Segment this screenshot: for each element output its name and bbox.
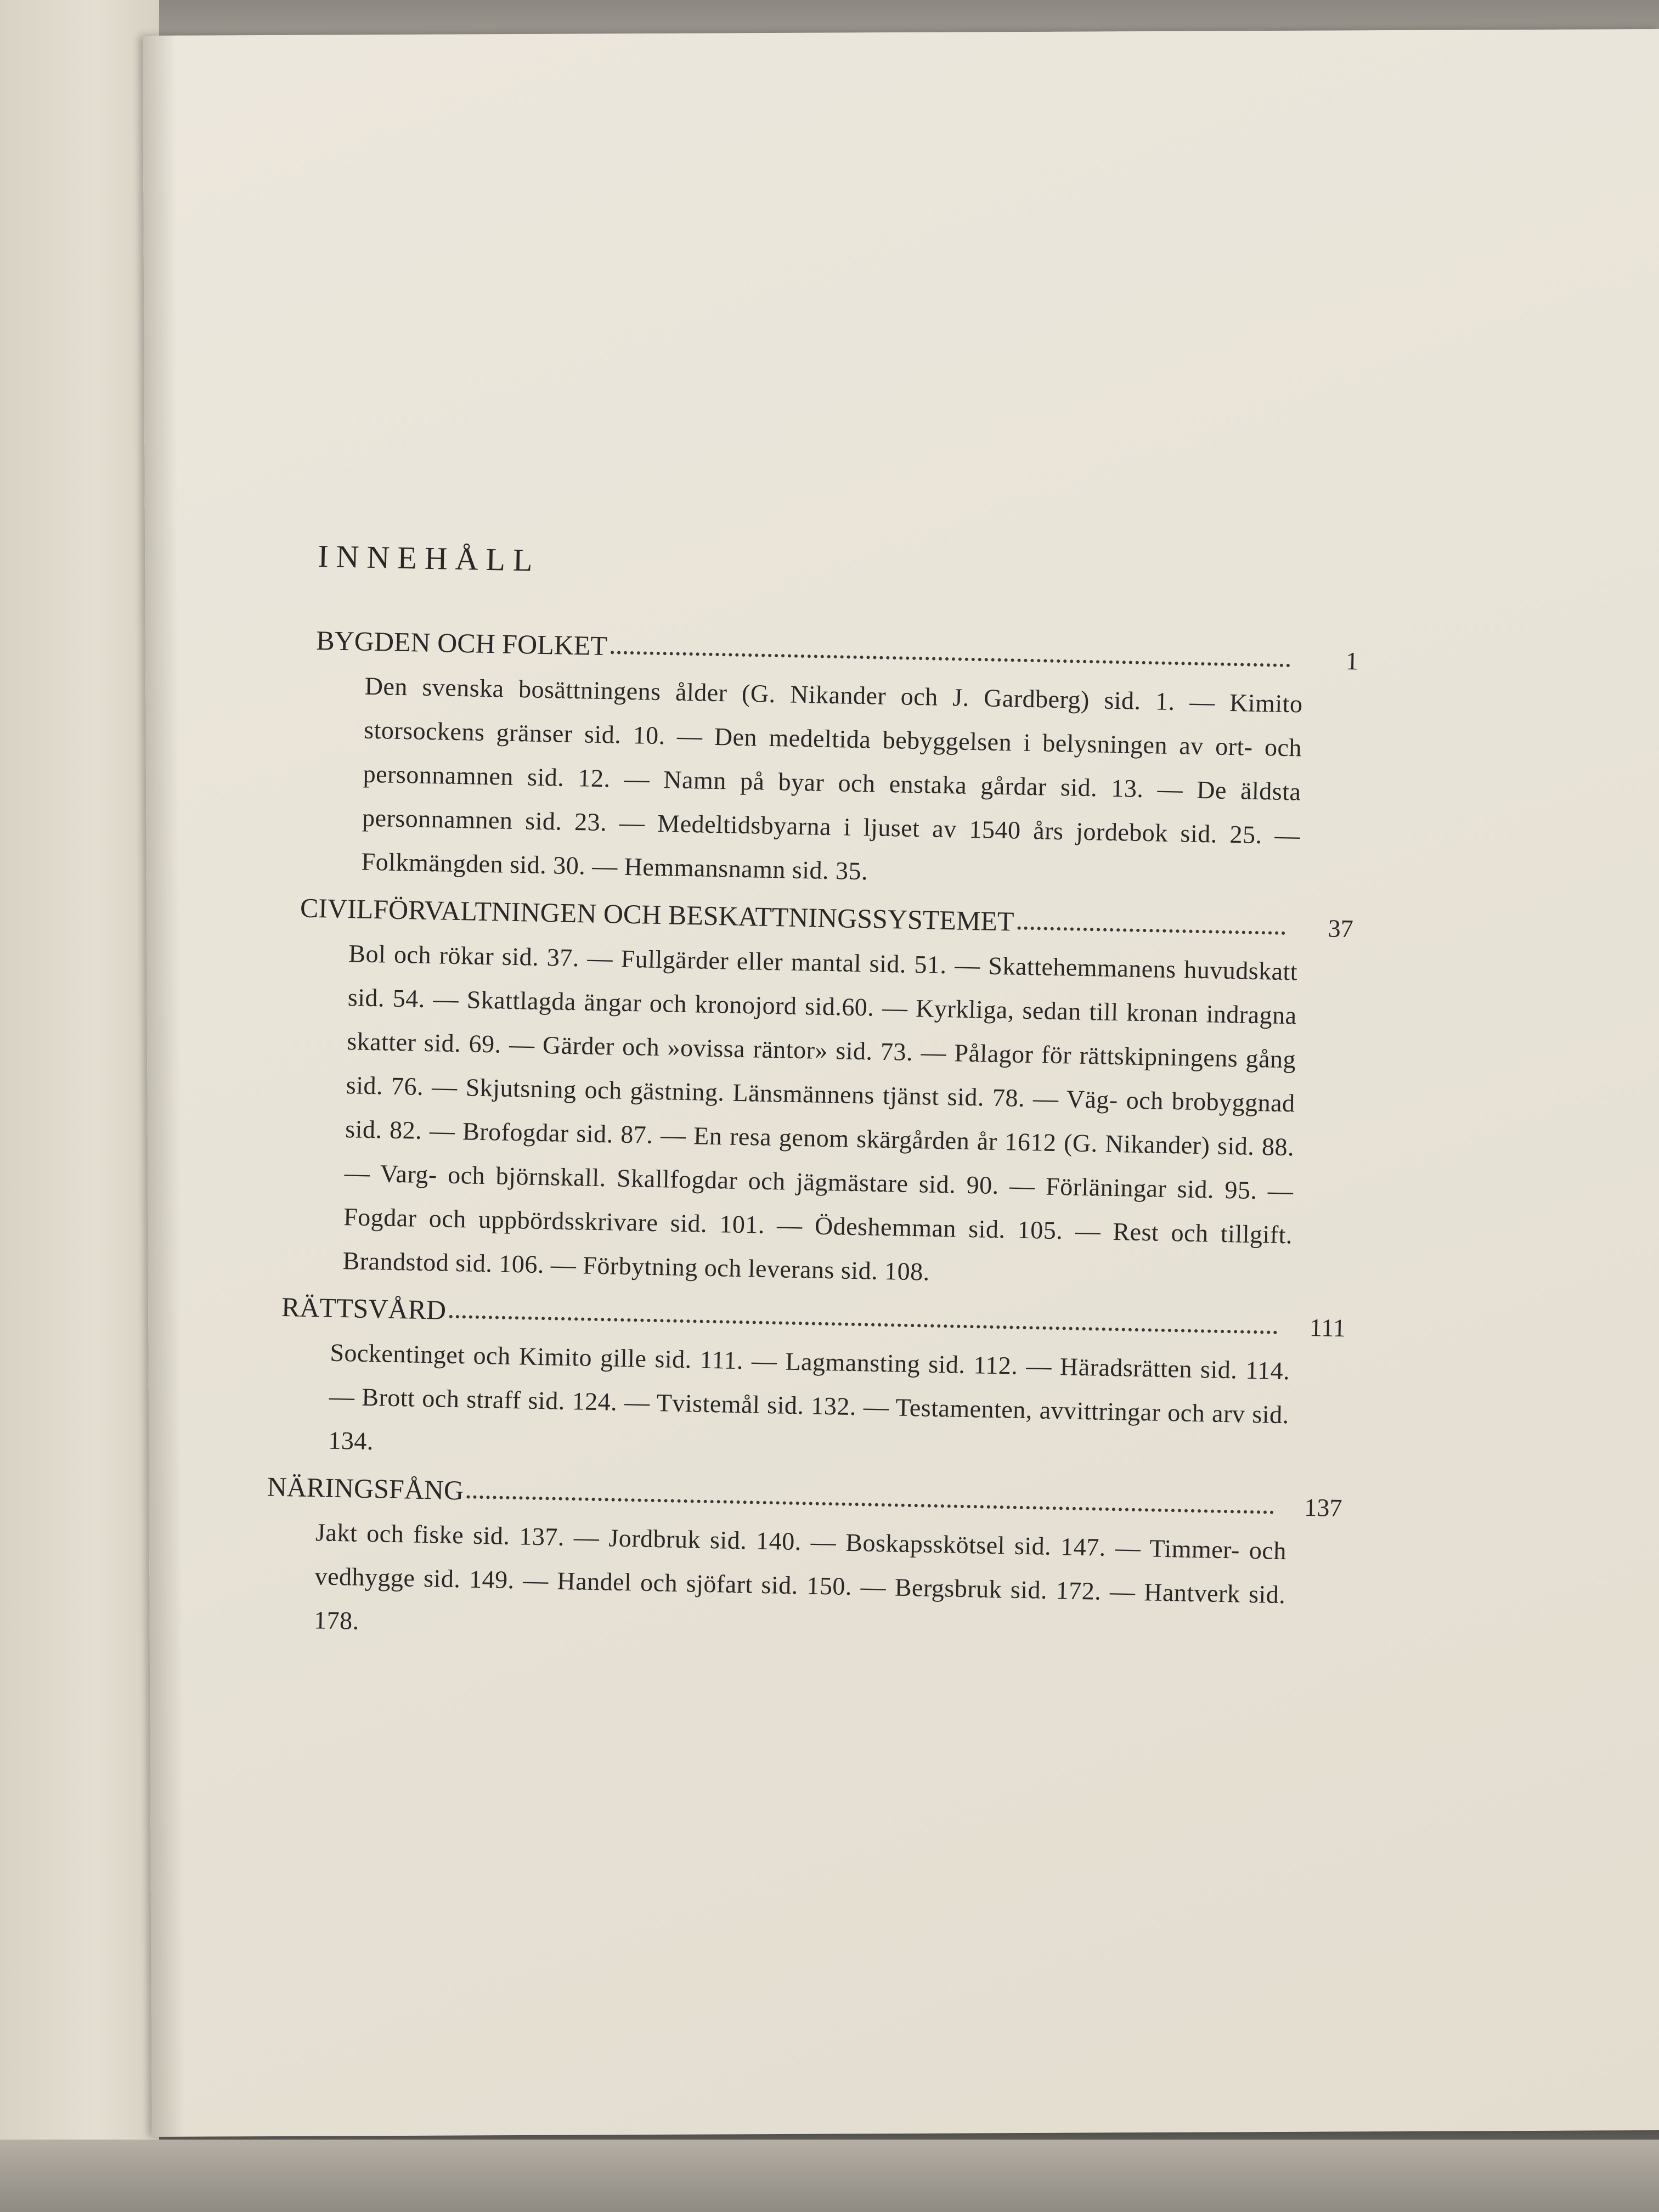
dot-leader [1017, 915, 1285, 935]
dot-leader [611, 639, 1291, 667]
toc-section-description: Bol och rökar sid. 37. — Fullgärder eller mantal sid. 51. — Skattehemmanens huvudskatt sid. 54. — Skattlagda ängar och kronojord sid.60. — Kyrkliga, sedan till kronan indragna skatter sid. 69. — Gärder och »ovissa räntor» sid. 73. — Pålagor för rättskipningens gång sid. 76. — Skjutsning och gästning. Länsmännens tjänst sid. 78. — Väg- och brobyggnad sid. 82. — Brofogdar sid. 87. — En resa genom skärgården år 1612 (G. Nikander) sid. 88. — Varg- och björnskall. Skallfogdar och jägmästare sid. 90. — Förläningar sid. 95. — Fogdar och uppbördsskrivare sid. 101. — Ödeshemman sid. 105. — Rest och tillgift. Brandstod sid. 106. — Förbytning och leverans sid. 108. [342, 939, 1298, 1286]
toc-section [267, 1465, 1342, 1662]
dot-leader [467, 1483, 1274, 1514]
bottom-edge-shadow [0, 2140, 1659, 2212]
toc-section-page: 1 [1345, 647, 1359, 675]
toc-section-page: 137 [1304, 1493, 1342, 1522]
dot-leader [449, 1303, 1278, 1334]
toc-section [281, 1285, 1346, 1482]
toc-section [312, 618, 1359, 902]
toc-section [300, 886, 1354, 1302]
toc-section-title: BYGDEN OCH FOLKET [315, 624, 608, 662]
toc-section-page: 37 [1328, 914, 1354, 943]
left-facing-page [0, 0, 159, 2212]
toc-section-title: CIVILFÖRVALTNINGEN OCH BESKATTNINGSSYSTEMET [300, 892, 1014, 937]
toc-section-description: Den svenska bosättningens ålder (G. Nikander och J. Gardberg) sid. 1. — Kimito storsockens gränser sid. 10. — Den medeltida bebyggelsen i belysningen av ort- och personnamnen sid. 12. — Namn på byar och enstaka gårdar sid. 13. — De äldsta personnamnen sid. 23. — Medeltidsbyarna i ljuset av 1540 års jordebok sid. 25. — Folkmängden sid. 30. — Hemmansnamn sid. 35. [361, 672, 1304, 885]
toc-title: INNEHÅLL [317, 538, 541, 578]
table-of-contents [267, 538, 1360, 1665]
toc-section-title: NÄRINGSFÅNG [267, 1471, 464, 1506]
toc-section-description: Sockentinget och Kimito gille sid. 111. — Lagmansting sid. 112. — Häradsrätten sid. 114. — Brott och straff sid. 124. — Tvistemål sid. 132. — Testamenten, avvittringar och arv sid. 134. [328, 1338, 1290, 1455]
toc-section-description: Jakt och fiske sid. 137. — Jordbruk sid. 140. — Boskapsskötsel sid. 147. — Timmer- och vedhygge sid. 149. — Handel och sjöfart sid. 150. — Bergsbruk sid. 172. — Hantverk sid. 178. [313, 1518, 1287, 1635]
toc-section-title: RÄTTSVÅRD [281, 1291, 447, 1325]
toc-section-page: 111 [1309, 1313, 1346, 1342]
